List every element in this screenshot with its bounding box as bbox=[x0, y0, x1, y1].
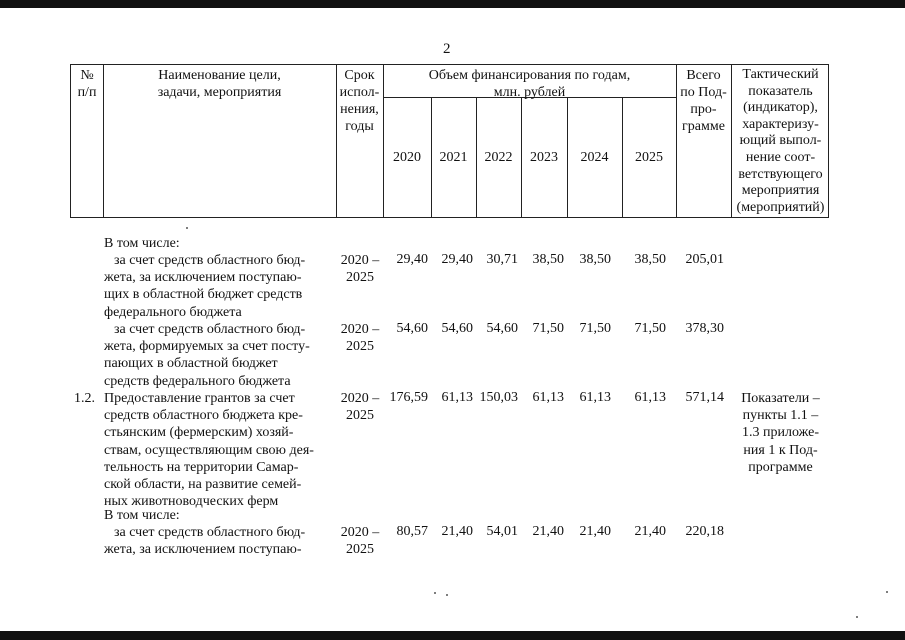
scan-top-border bbox=[0, 0, 905, 8]
header-funding: Объем финансирования по годам, млн. рублей bbox=[428, 68, 631, 100]
scan-speck bbox=[856, 616, 858, 618]
table-header bbox=[70, 64, 829, 218]
row-name: Предоставление грантов за счет средств областного бюджета кре- стьянским (фермерским) хозяй- ствам, осуществляющим свою дея- тельность на территории Самар- ской области, на развитие семей- ных животноводческих ферм bbox=[104, 391, 314, 510]
header-year: 2020 bbox=[393, 150, 421, 165]
row-value-2024: 21,40 bbox=[579, 524, 611, 539]
row-value-2023: 21,40 bbox=[532, 524, 564, 539]
header-year: 2021 bbox=[439, 150, 468, 165]
row-value-2020: 54,60 bbox=[396, 321, 428, 336]
scan-speck bbox=[886, 591, 888, 593]
row-value-2025: 21,40 bbox=[634, 524, 666, 539]
header-indicator: Тактический показатель (индикатор), характеризу- ющий выпол- нение соот- ветствующего мероприятия (мероприятий) bbox=[736, 67, 825, 215]
row-value-2021: 54,60 bbox=[441, 321, 473, 336]
row-period: 2020 – 2025 bbox=[340, 322, 380, 355]
row-value-2022: 54,01 bbox=[486, 524, 518, 539]
row-value-2020: 80,57 bbox=[396, 524, 428, 539]
scan-speck bbox=[186, 227, 188, 229]
header-total: Всего по Под- про- грамме bbox=[680, 68, 727, 134]
row-value-2021: 61,13 bbox=[441, 390, 473, 405]
scan-bottom-border bbox=[0, 631, 905, 640]
header-num: № п/п bbox=[77, 68, 97, 100]
row-value-2023: 61,13 bbox=[532, 390, 564, 405]
row-total: 205,01 bbox=[685, 252, 724, 267]
scan-speck bbox=[446, 594, 448, 596]
row-value-2024: 38,50 bbox=[579, 252, 611, 267]
header-year: 2025 bbox=[635, 150, 663, 165]
row-period: 2020 – 2025 bbox=[340, 525, 380, 558]
row-value-2025: 61,13 bbox=[634, 390, 666, 405]
page-number: 2 bbox=[443, 41, 451, 57]
row-value-2025: 71,50 bbox=[634, 321, 666, 336]
row-value-2021: 29,40 bbox=[441, 252, 473, 267]
row-period: 2020 – 2025 bbox=[340, 391, 380, 424]
row-value-2020: 29,40 bbox=[396, 252, 428, 267]
header-year: 2024 bbox=[580, 150, 609, 165]
header-year: 2023 bbox=[530, 150, 558, 165]
row-value-2022: 30,71 bbox=[486, 252, 518, 267]
row-value-2022: 54,60 bbox=[486, 321, 518, 336]
row-value-2023: 38,50 bbox=[532, 252, 564, 267]
row-value-2022: 150,03 bbox=[479, 390, 518, 405]
row-intro-label: В том числе: bbox=[104, 508, 180, 523]
row-total: 571,14 bbox=[685, 390, 724, 405]
row-name: за счет средств областного бюд- жета, формируемых за счет посту- пающих в областной бюджет средств федерального бюджета bbox=[104, 322, 310, 389]
header-term: Срок испол- нения, годы bbox=[339, 68, 380, 134]
row-total: 378,30 bbox=[685, 321, 724, 336]
row-number: 1.2. bbox=[74, 391, 95, 406]
row-name: за счет средств областного бюд- жета, за исключением поступаю- щих в областной бюджет средств федерального бюджета bbox=[104, 253, 306, 320]
row-total: 220,18 bbox=[685, 524, 724, 539]
header-year: 2022 bbox=[484, 150, 513, 165]
row-value-2024: 71,50 bbox=[579, 321, 611, 336]
scan-speck bbox=[434, 592, 436, 594]
row-value-2024: 61,13 bbox=[579, 390, 611, 405]
row-indicator: Показатели – пункты 1.1 – 1.3 приложе- ния 1 к Под- программе bbox=[741, 391, 820, 475]
row-intro-label: В том числе: bbox=[104, 236, 180, 251]
row-period: 2020 – 2025 bbox=[340, 253, 380, 286]
row-value-2021: 21,40 bbox=[441, 524, 473, 539]
header-name: Наименование цели, задачи, мероприятия bbox=[157, 68, 282, 100]
row-value-2020: 176,59 bbox=[389, 390, 428, 405]
row-name: за счет средств областного бюд- жета, за исключением поступаю- bbox=[104, 525, 306, 558]
row-value-2023: 71,50 bbox=[532, 321, 564, 336]
row-value-2025: 38,50 bbox=[634, 252, 666, 267]
